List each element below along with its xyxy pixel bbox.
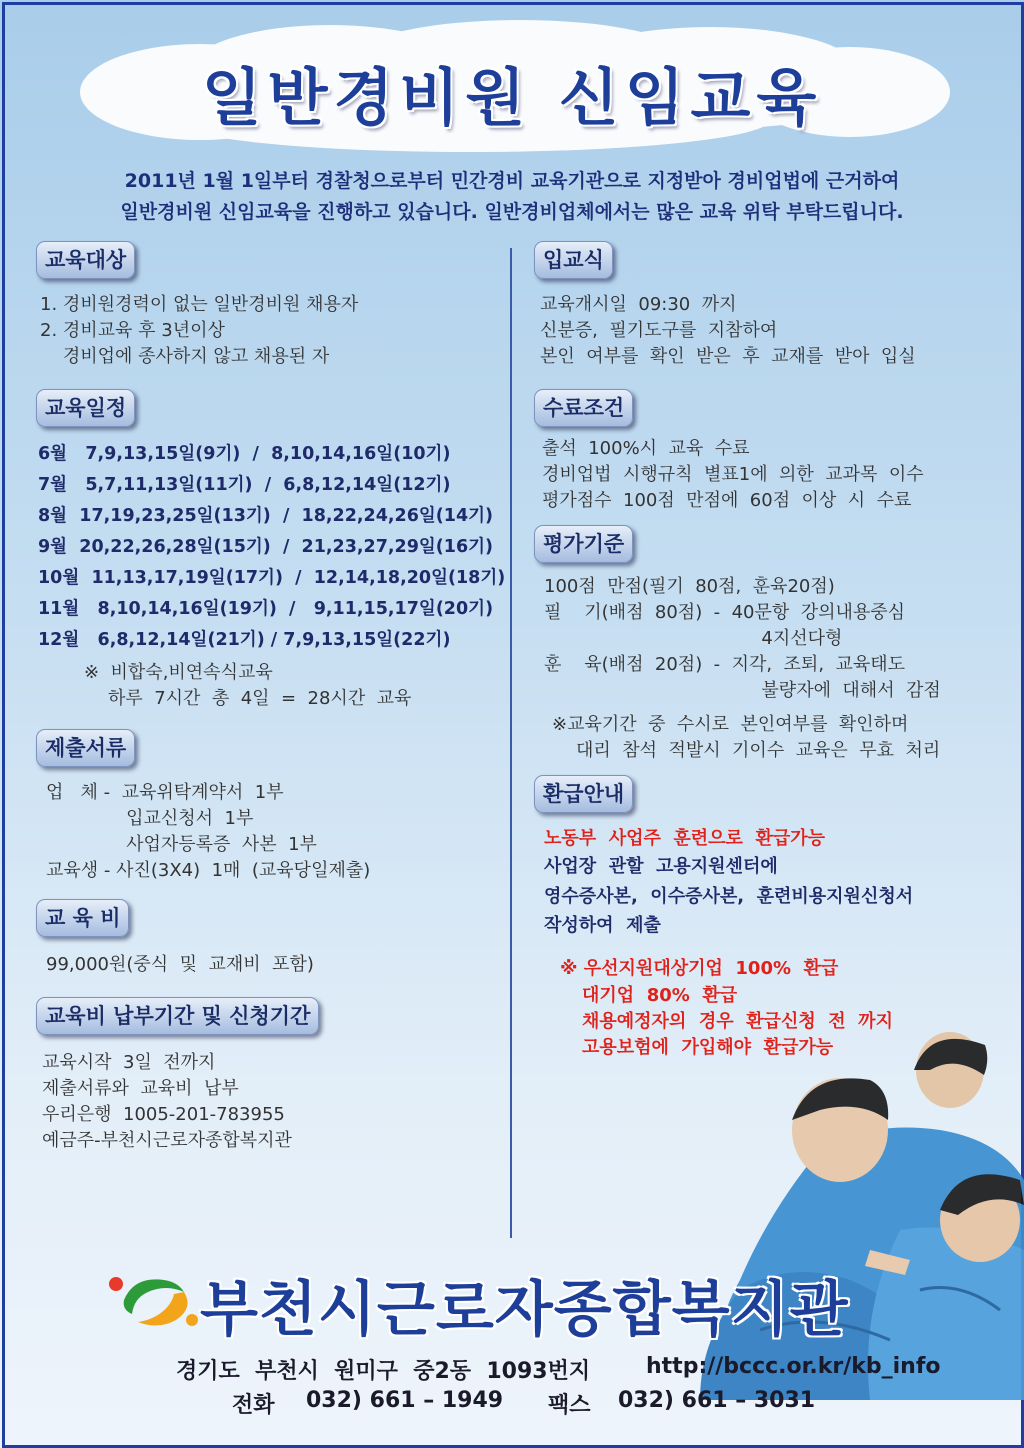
payment-line: 교육시작 3일 전까지 [42,1052,216,1073]
footer-url[interactable]: http://bccc.or.kr/kb_info [646,1354,941,1379]
completion-line: 평가점수 100점 만점에 60점 이상 시 수료 [542,490,912,511]
schedule-row: 12월 6,8,12,14일(21기) / 7,9,13,15일(22기) [38,630,451,650]
heading-schedule: 교육일정 [36,389,135,427]
target-line-1: 1. 경비원경력이 없는 일반경비원 채용자 [40,294,359,315]
target-line-3: 경비업에 종사하지 않고 채용된 자 [40,346,330,367]
entrance-line: 본인 여부를 확인 받은 후 교재를 받아 입실 [540,346,916,367]
completion-line: 경비업법 시행규칙 별표1에 의한 교과목 이수 [542,464,924,485]
refund-note: 채용예정자의 경우 환급신청 전 까지 [582,1011,893,1032]
schedule-row: 6월 7,9,13,15일(9기) / 8,10,14,16일(10기) [38,444,451,464]
completion-line: 출석 100%시 교육 수료 [542,438,750,459]
refund-note: 고용보험에 가입해야 환급가능 [582,1037,834,1058]
entrance-line: 신분증, 필기도구를 지참하여 [540,320,778,341]
phone-label: 전화 [232,1393,275,1418]
evaluation-note-1: ※교육기간 중 수시로 본인여부를 확인하며 [552,714,909,735]
schedule-row: 10월 11,13,17,19일(17기) / 12,14,18,20일(18기) [38,568,506,588]
heading-target: 교육대상 [36,241,135,279]
target-line-2: 2. 경비교육 후 3년이상 [40,320,225,341]
heading-completion: 수료조건 [534,389,633,427]
intro-line-1: 2011년 1월 1일부터 경찰청으로부터 민간경비 교육기관으로 지정받아 경비업법에 근거하여 [124,170,900,192]
refund-note: 대기업 80% 환급 [582,985,738,1006]
payment-holder: 예금주-부천시근로자종합복지관 [42,1130,292,1151]
organization-logo-icon [104,1270,200,1330]
intro-line-2: 일반경비원 신임교육을 진행하고 있습니다. 일반경비업체에서는 많은 교육 위탁 부탁드립니다. [120,201,904,223]
evaluation-line: 100점 만점(필기 80점, 훈육20점) [544,576,835,597]
fee-line: 99,000원(중식 및 교재비 포함) [46,954,314,975]
payment-line: 제출서류와 교육비 납부 [42,1078,239,1099]
evaluation-line: 필 기(배점 80점) - 40문항 강의내용중심 [544,602,906,623]
documents-line: 사업자등록증 사본 1부 [46,834,317,855]
schedule-row: 8월 17,19,23,25일(13기) / 18,22,24,26일(14기) [38,506,494,526]
schedule-row: 7월 5,7,11,13일(11기) / 6,8,12,14일(12기) [38,475,451,495]
heading-payment: 교육비 납부기간 및 신청기간 [36,997,319,1035]
documents-line: 업 체 - 교육위탁계약서 1부 [46,782,284,803]
heading-evaluation: 평가기준 [534,525,633,563]
heading-entrance: 입교식 [534,241,613,279]
evaluation-line: 4지선다형 [544,628,843,649]
refund-highlight: 노동부 사업주 훈련으로 환급가능 [544,828,826,849]
page-title: 일반경비원 신임교육 [201,61,823,134]
schedule-row: 11월 8,10,14,16일(19기) / 9,11,15,17일(20기) [38,599,494,619]
evaluation-note-2: 대리 참석 적발시 기이수 교육은 무효 처리 [576,740,941,761]
heading-refund: 환급안내 [534,775,633,813]
schedule-row: 9월 20,22,26,28일(15기) / 21,23,27,29일(16기) [38,537,494,557]
refund-line: 작성하여 제출 [544,915,661,936]
evaluation-line: 훈 육(배점 20점) - 지각, 조퇴, 교육태도 [544,654,906,675]
organization-name: 부천시근로자종합복지관 [200,1275,849,1345]
schedule-note-1: ※ 비합숙,비연속식교육 [84,662,273,683]
refund-line: 영수증사본, 이수증사본, 훈련비용지원신청서 [544,886,914,907]
refund-note: ※ 우선지원대상기업 100% 환급 [560,958,839,979]
documents-line: 교육생 - 사진(3X4) 1매 (교육당일제출) [46,860,371,881]
fax-label: 팩스 [548,1393,591,1418]
documents-line: 입교신청서 1부 [46,808,254,829]
heading-fee: 교 육 비 [36,899,129,937]
refund-line: 사업장 관할 고용지원센터에 [544,856,778,877]
fax-number: 032) 661 – 3031 [618,1388,816,1413]
entrance-line: 교육개시일 09:30 까지 [540,294,737,315]
footer-address: 경기도 부천시 원미구 중2동 1093번지 [176,1359,591,1384]
payment-account: 우리은행 1005-201-783955 [42,1104,285,1125]
schedule-note-2: 하루 7시간 총 4일 = 28시간 교육 [108,688,412,709]
evaluation-line: 불량자에 대해서 감점 [544,680,941,701]
heading-documents: 제출서류 [36,729,135,767]
phone-number: 032) 661 – 1949 [306,1388,504,1413]
column-divider [510,248,512,1238]
